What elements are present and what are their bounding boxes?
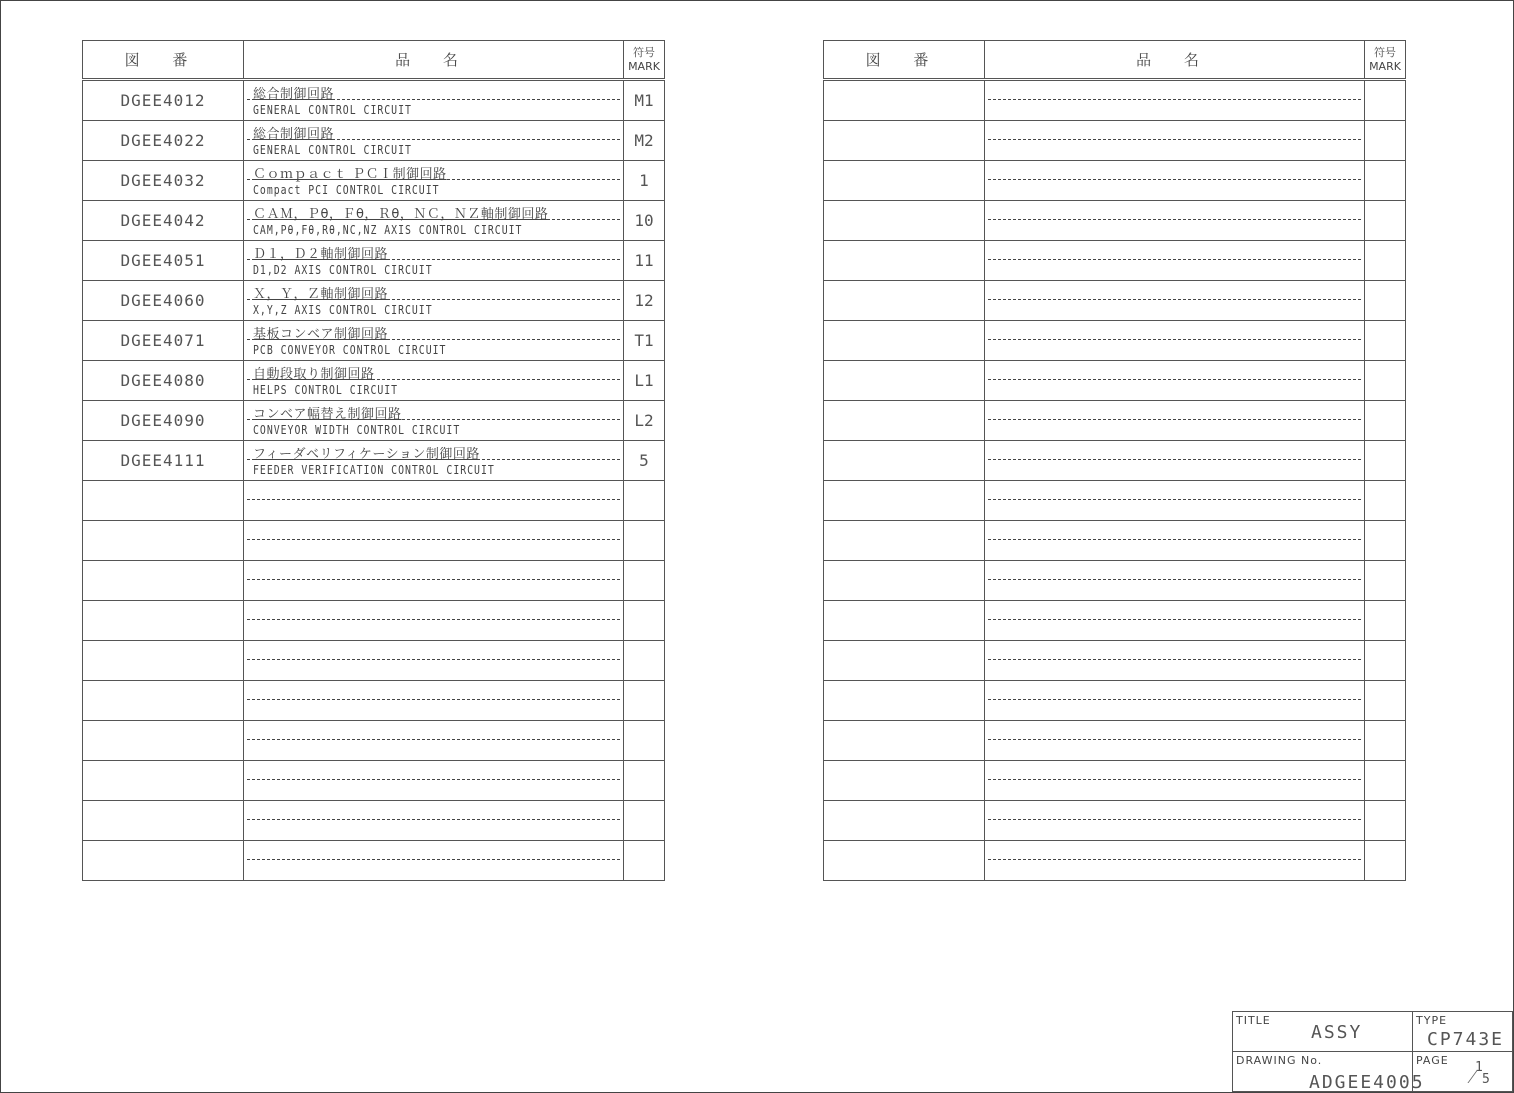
item-name-cell [244,681,624,721]
item-name-cell [985,241,1365,281]
item-name-cell [985,281,1365,321]
drawing-number-cell [824,601,985,641]
drawing-number-cell [83,641,244,681]
drawing-number-cell [83,721,244,761]
mark-cell [624,601,665,641]
type-label: TYPE [1416,1014,1448,1027]
table-row [824,121,1406,161]
table-row [83,801,665,841]
header-mark-jp: 符号 [633,45,655,59]
page-cell [1413,1052,1513,1092]
dashed-line [988,139,1361,140]
mark-cell [1365,641,1406,681]
dashed-line [988,219,1361,220]
mark-cell [1365,481,1406,521]
item-name-en: GENERAL CONTROL CIRCUIT [253,103,412,117]
item-name-cell [985,441,1365,481]
item-name-en: PCB CONVEYOR CONTROL CIRCUIT [253,343,447,357]
mark-cell: 5 [624,441,665,481]
drawing-number-cell [824,681,985,721]
dashed-line [988,99,1361,100]
header-name: 品 名 [244,41,624,80]
mark-cell [1365,121,1406,161]
item-name-cell [985,201,1365,241]
title-label: TITLE [1236,1014,1271,1027]
item-name-cell [244,641,624,681]
mark-cell [1365,601,1406,641]
dashed-line [988,499,1361,500]
item-name-jp: ＣＡＭ，Ｐθ，Ｆθ，Ｒθ，ＮＣ，ＮＺ軸制御回路 [253,207,549,222]
dashed-line [247,819,620,820]
mark-cell [1365,80,1406,121]
dashed-line [247,699,620,700]
mark-cell: T1 [624,321,665,361]
mark-cell [1365,441,1406,481]
mark-cell: 11 [624,241,665,281]
drawing-number-cell [83,681,244,721]
drawing-number-cell [83,841,244,881]
table-row [824,601,1406,641]
mark-cell [1365,561,1406,601]
mark-cell [624,521,665,561]
dashed-line [988,459,1361,460]
header-mark [624,41,665,80]
table-row [83,761,665,801]
mark-cell: M1 [624,80,665,121]
item-name-en: HELPS CONTROL CIRCUIT [253,383,399,397]
header-mark-jp: 符号 [1374,45,1396,59]
drawing-number-cell: DGEE4032 [83,161,244,201]
page-slash: ⁄ [1471,1064,1477,1088]
item-name-cell [985,801,1365,841]
item-name-jp: 総合制御回路 [253,87,335,102]
page-label: PAGE [1416,1054,1449,1067]
table-row [83,121,665,161]
mark-cell [1365,721,1406,761]
item-name-cell [244,361,624,401]
item-name-jp: コンベア幅替え制御回路 [253,407,402,422]
item-name-cell [985,641,1365,681]
drawing-number-cell [83,561,244,601]
drawing-number-cell [824,321,985,361]
item-name-cell [985,761,1365,801]
mark-cell [1365,521,1406,561]
drawing-number-cell [83,801,244,841]
mark-cell: 12 [624,281,665,321]
drawing-number-cell [83,601,244,641]
item-name-cell [985,321,1365,361]
type-value: CP743E [1427,1029,1505,1050]
item-name-cell [244,801,624,841]
table-row [83,361,665,401]
table-row [824,321,1406,361]
header-mark-en: MARK [1369,59,1401,73]
drawing-no-cell [1233,1052,1425,1093]
item-name-jp: 基板コンベア制御回路 [253,327,389,342]
drawing-number-cell [824,201,985,241]
table-row [83,241,665,281]
table-row [824,281,1406,321]
mark-cell [1365,801,1406,841]
header-row [83,41,665,80]
dashed-line [988,619,1361,620]
table-row [824,681,1406,721]
drawing-number-cell: DGEE4051 [83,241,244,281]
table-row [824,80,1406,121]
item-name-jp: Ｃｏｍｐａｃｔ ＰＣＩ制御回路 [253,167,447,182]
table-row [824,361,1406,401]
item-name-jp: フィーダベリフィケーション制御回路 [253,447,480,462]
dashed-line [247,539,620,540]
dashed-line [988,179,1361,180]
table-row [824,561,1406,601]
mark-cell [1365,281,1406,321]
item-name-cell [244,401,624,441]
item-name-cell [244,721,624,761]
dashed-line [247,619,620,620]
drawing-number-cell [824,641,985,681]
mark-cell [1365,321,1406,361]
item-name-jp: Ｄ１，Ｄ２軸制御回路 [253,247,389,262]
drawing-number-cell: DGEE4080 [83,361,244,401]
drawing-number-cell: DGEE4111 [83,441,244,481]
table-row [824,521,1406,561]
item-name-cell [985,161,1365,201]
table-row [824,801,1406,841]
dashed-line [988,739,1361,740]
table-row [83,521,665,561]
table-row [83,601,665,641]
drawing-number-cell [824,281,985,321]
header-row [824,41,1406,80]
item-name-cell [244,561,624,601]
drawing-number-cell [824,841,985,881]
dashed-line [247,579,620,580]
table-row [83,401,665,441]
dashed-line [988,699,1361,700]
drawing-no-value: ADGEE4005 [1309,1072,1425,1093]
dashed-line [988,379,1361,380]
title-block [1232,1011,1513,1092]
drawing-number-cell [824,561,985,601]
dashed-line [988,259,1361,260]
mark-cell [1365,841,1406,881]
table-row [83,161,665,201]
drawing-number-cell [83,481,244,521]
drawing-number-cell [824,80,985,121]
table-row [824,201,1406,241]
table-row [824,481,1406,521]
drawing-number-cell: DGEE4090 [83,401,244,441]
drawing-number-cell [83,761,244,801]
table-row [824,441,1406,481]
item-name-cell [244,841,624,881]
table-row [824,161,1406,201]
mark-cell [624,721,665,761]
type-cell [1413,1012,1513,1052]
mark-cell [624,761,665,801]
item-name-en: FEEDER VERIFICATION CONTROL CIRCUIT [253,463,495,477]
mark-cell [624,841,665,881]
table-row [83,441,665,481]
table-row [824,761,1406,801]
drawing-number-cell [824,721,985,761]
table-row [824,401,1406,441]
header-name: 品 名 [985,41,1365,80]
table-row [824,241,1406,281]
drawing-number-cell [824,441,985,481]
item-name-cell [985,601,1365,641]
mark-cell [1365,361,1406,401]
drawing-number-cell [824,481,985,521]
item-name-cell [244,321,624,361]
mark-cell [624,561,665,601]
table-row [83,80,665,121]
drawing-number-cell [824,361,985,401]
title-value: ASSY [1311,1022,1363,1043]
page-total: 5 [1482,1072,1492,1087]
drawing-no-label: DRAWING No. [1236,1054,1323,1067]
table-row [83,641,665,681]
drawing-number-cell [824,521,985,561]
dashed-line [988,539,1361,540]
item-name-cell [244,761,624,801]
mark-cell [624,801,665,841]
drawing-number-cell [824,401,985,441]
mark-cell [1365,681,1406,721]
mark-cell [1365,761,1406,801]
item-name-en: GENERAL CONTROL CIRCUIT [253,143,412,157]
dashed-line [247,739,620,740]
mark-cell: 1 [624,161,665,201]
dashed-line [247,859,620,860]
page-number: 1 [1475,1060,1485,1075]
drawing-number-cell [83,521,244,561]
item-name-cell [244,121,624,161]
parts-list-right [823,40,1406,881]
item-name-en: D1,D2 AXIS CONTROL CIRCUIT [253,263,433,277]
dashed-line [988,819,1361,820]
dashed-line [988,859,1361,860]
item-name-cell [244,601,624,641]
item-name-en: CAM,Pθ,Fθ,Rθ,NC,NZ AXIS CONTROL CIRCUIT [253,223,523,237]
drawing-number-cell: DGEE4022 [83,121,244,161]
drawing-number-cell [824,761,985,801]
mark-cell [1365,241,1406,281]
mark-cell [624,641,665,681]
item-name-cell [244,161,624,201]
dashed-line [988,419,1361,420]
dashed-line [247,779,620,780]
item-name-cell [244,441,624,481]
item-name-cell [244,281,624,321]
item-name-cell [985,681,1365,721]
item-name-en: X,Y,Z AXIS CONTROL CIRCUIT [253,303,433,317]
drawing-number-cell: DGEE4060 [83,281,244,321]
header-mark-en: MARK [628,59,660,73]
item-name-cell [985,561,1365,601]
item-name-cell [985,401,1365,441]
table-row [83,321,665,361]
mark-cell [624,681,665,721]
item-name-cell [985,721,1365,761]
mark-cell [1365,201,1406,241]
table-row [824,721,1406,761]
dashed-line [988,299,1361,300]
table-row [83,841,665,881]
item-name-jp: 自動段取り制御回路 [253,367,375,382]
item-name-cell [244,241,624,281]
table-row [824,641,1406,681]
drawing-number-cell [824,801,985,841]
item-name-cell [985,521,1365,561]
item-name-cell [985,121,1365,161]
drawing-number-cell: DGEE4012 [83,80,244,121]
dashed-line [988,579,1361,580]
mark-cell: 10 [624,201,665,241]
dashed-line [988,339,1361,340]
item-name-cell [985,481,1365,521]
header-drawing-no: 図 番 [83,41,244,80]
item-name-en: Compact PCI CONTROL CIRCUIT [253,183,440,197]
drawing-number-cell: DGEE4042 [83,201,244,241]
dashed-line [247,499,620,500]
parts-list-left [82,40,665,881]
mark-cell: L2 [624,401,665,441]
title-cell [1233,1012,1413,1052]
drawing-number-cell [824,161,985,201]
drawing-number-cell [824,121,985,161]
mark-cell: L1 [624,361,665,401]
table-row [83,201,665,241]
mark-cell [1365,161,1406,201]
table-row [83,721,665,761]
header-drawing-no: 図 番 [824,41,985,80]
dashed-line [988,659,1361,660]
mark-cell: M2 [624,121,665,161]
item-name-cell [244,80,624,121]
dashed-line [247,659,620,660]
table-row [83,681,665,721]
mark-cell [624,481,665,521]
item-name-cell [244,521,624,561]
drawing-number-cell [824,241,985,281]
mark-cell [1365,401,1406,441]
table-row [83,481,665,521]
item-name-cell [244,201,624,241]
item-name-jp: Ｘ，Ｙ，Ｚ軸制御回路 [253,287,389,302]
item-name-jp: 総合制御回路 [253,127,335,142]
table-row [824,841,1406,881]
header-mark [1365,41,1406,80]
item-name-en: CONVEYOR WIDTH CONTROL CIRCUIT [253,423,461,437]
drawing-number-cell: DGEE4071 [83,321,244,361]
table-row [83,281,665,321]
item-name-cell [985,841,1365,881]
item-name-cell [985,80,1365,121]
item-name-cell [244,481,624,521]
item-name-cell [985,361,1365,401]
dashed-line [988,779,1361,780]
table-row [83,561,665,601]
